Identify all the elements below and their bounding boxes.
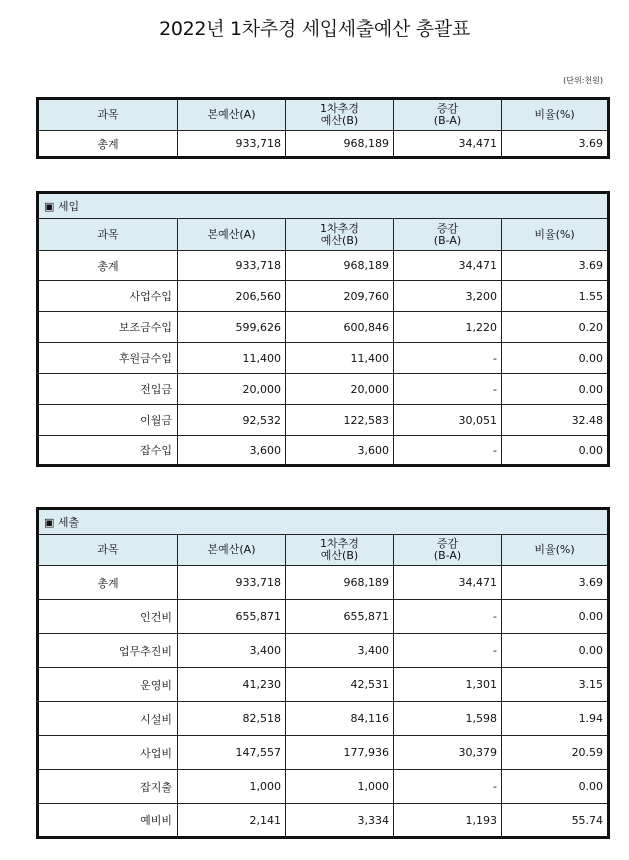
row-ratio: 3.69 xyxy=(502,566,609,600)
expense-total-row xyxy=(38,566,609,600)
expense-section-row xyxy=(38,509,609,535)
row-ratio: 20.59 xyxy=(502,736,609,770)
row-name: 전입금 xyxy=(38,374,178,405)
table-row xyxy=(38,804,609,838)
income-section-label: ▣ 세입 xyxy=(38,193,609,219)
row-supp: 209,760 xyxy=(286,281,394,312)
table-row xyxy=(38,374,609,405)
row-ratio: 1.94 xyxy=(502,702,609,736)
header-base: 본예산(A) xyxy=(178,219,286,251)
row-base: 1,000 xyxy=(178,770,286,804)
row-diff: - xyxy=(394,374,502,405)
row-supp: 84,116 xyxy=(286,702,394,736)
row-diff: 1,301 xyxy=(394,668,502,702)
row-name: 사업수입 xyxy=(38,281,178,312)
row-name: 잡지출 xyxy=(38,770,178,804)
row-diff: 30,379 xyxy=(394,736,502,770)
row-ratio: 0.00 xyxy=(502,343,609,374)
header-base: 본예산(A) xyxy=(178,535,286,566)
header-supp: 1차추경 예산(B) xyxy=(286,535,394,566)
row-name: 업무추진비 xyxy=(38,634,178,668)
row-base: 11,400 xyxy=(178,343,286,374)
row-name: 예비비 xyxy=(38,804,178,838)
row-diff: - xyxy=(394,600,502,634)
row-supp: 177,936 xyxy=(286,736,394,770)
row-ratio: 0.20 xyxy=(502,312,609,343)
row-ratio: 55.74 xyxy=(502,804,609,838)
row-diff: 1,193 xyxy=(394,804,502,838)
row-diff: 34,471 xyxy=(394,566,502,600)
income-table xyxy=(36,191,610,467)
table-row xyxy=(38,770,609,804)
table-row xyxy=(38,702,609,736)
row-ratio: 32.48 xyxy=(502,405,609,436)
row-supp: 122,583 xyxy=(286,405,394,436)
income-total-row xyxy=(38,251,609,281)
row-name: 사업비 xyxy=(38,736,178,770)
total-ratio: 3.69 xyxy=(502,131,609,158)
row-name: 운영비 xyxy=(38,668,178,702)
row-name: 총계 xyxy=(38,566,178,600)
table-row xyxy=(38,343,609,374)
row-supp: 3,400 xyxy=(286,634,394,668)
income-header-row xyxy=(38,219,609,251)
row-base: 655,871 xyxy=(178,600,286,634)
row-base: 599,626 xyxy=(178,312,286,343)
row-ratio: 3.69 xyxy=(502,251,609,281)
row-diff: - xyxy=(394,634,502,668)
expense-header-row xyxy=(38,535,609,566)
table-row xyxy=(38,312,609,343)
page-title: 2022년 1차추경 세입세출예산 총괄표 xyxy=(159,18,470,40)
row-ratio: 0.00 xyxy=(502,600,609,634)
row-name: 후원금수입 xyxy=(38,343,178,374)
total-supp: 968,189 xyxy=(286,131,394,158)
row-supp: 11,400 xyxy=(286,343,394,374)
row-diff: - xyxy=(394,436,502,466)
row-supp: 968,189 xyxy=(286,251,394,281)
table-row xyxy=(38,405,609,436)
row-ratio: 0.00 xyxy=(502,770,609,804)
table-row xyxy=(38,736,609,770)
total-base: 933,718 xyxy=(178,131,286,158)
table-row xyxy=(38,634,609,668)
row-ratio: 1.55 xyxy=(502,281,609,312)
row-diff: 30,051 xyxy=(394,405,502,436)
income-section-row xyxy=(38,193,609,219)
row-supp: 655,871 xyxy=(286,600,394,634)
table-row xyxy=(38,668,609,702)
header-ratio: 비율(%) xyxy=(502,535,609,566)
row-ratio: 0.00 xyxy=(502,634,609,668)
row-diff: - xyxy=(394,770,502,804)
row-base: 3,600 xyxy=(178,436,286,466)
row-base: 147,557 xyxy=(178,736,286,770)
row-diff: 1,598 xyxy=(394,702,502,736)
row-name: 시설비 xyxy=(38,702,178,736)
row-diff: 3,200 xyxy=(394,281,502,312)
total-name: 총계 xyxy=(38,131,178,158)
header-diff: 증감 (B-A) xyxy=(394,219,502,251)
row-base: 206,560 xyxy=(178,281,286,312)
row-base: 3,400 xyxy=(178,634,286,668)
row-base: 92,532 xyxy=(178,405,286,436)
row-base: 41,230 xyxy=(178,668,286,702)
row-supp: 1,000 xyxy=(286,770,394,804)
unit-label: (단위:천원) xyxy=(563,76,603,85)
summary-header-row xyxy=(38,99,609,131)
row-supp: 600,846 xyxy=(286,312,394,343)
table-row xyxy=(38,281,609,312)
header-supp: 1차추경 예산(B) xyxy=(286,219,394,251)
header-subject: 과목 xyxy=(38,219,178,251)
header-diff: 증감 (B-A) xyxy=(394,535,502,566)
row-ratio: 3.15 xyxy=(502,668,609,702)
row-name: 이월금 xyxy=(38,405,178,436)
row-diff: - xyxy=(394,343,502,374)
table-row xyxy=(38,600,609,634)
row-name: 인건비 xyxy=(38,600,178,634)
total-diff: 34,471 xyxy=(394,131,502,158)
row-base: 933,718 xyxy=(178,251,286,281)
row-supp: 42,531 xyxy=(286,668,394,702)
row-diff: 1,220 xyxy=(394,312,502,343)
header-subject: 과목 xyxy=(38,99,178,131)
expense-table xyxy=(36,507,610,839)
header-supp: 1차추경 예산(B) xyxy=(286,99,394,131)
row-supp: 20,000 xyxy=(286,374,394,405)
header-diff: 증감 (B-A) xyxy=(394,99,502,131)
header-subject: 과목 xyxy=(38,535,178,566)
row-base: 82,518 xyxy=(178,702,286,736)
row-ratio: 0.00 xyxy=(502,374,609,405)
row-supp: 968,189 xyxy=(286,566,394,600)
summary-total-row xyxy=(38,131,609,158)
header-base: 본예산(A) xyxy=(178,99,286,131)
table-row xyxy=(38,436,609,466)
row-base: 2,141 xyxy=(178,804,286,838)
header-ratio: 비율(%) xyxy=(502,219,609,251)
header-ratio: 비율(%) xyxy=(502,99,609,131)
expense-section-label: ▣ 세출 xyxy=(38,509,609,535)
row-name: 총계 xyxy=(38,251,178,281)
row-base: 20,000 xyxy=(178,374,286,405)
row-supp: 3,600 xyxy=(286,436,394,466)
row-supp: 3,334 xyxy=(286,804,394,838)
row-name: 보조금수입 xyxy=(38,312,178,343)
row-base: 933,718 xyxy=(178,566,286,600)
row-name: 잡수입 xyxy=(38,436,178,466)
summary-table xyxy=(36,97,610,159)
row-ratio: 0.00 xyxy=(502,436,609,466)
row-diff: 34,471 xyxy=(394,251,502,281)
